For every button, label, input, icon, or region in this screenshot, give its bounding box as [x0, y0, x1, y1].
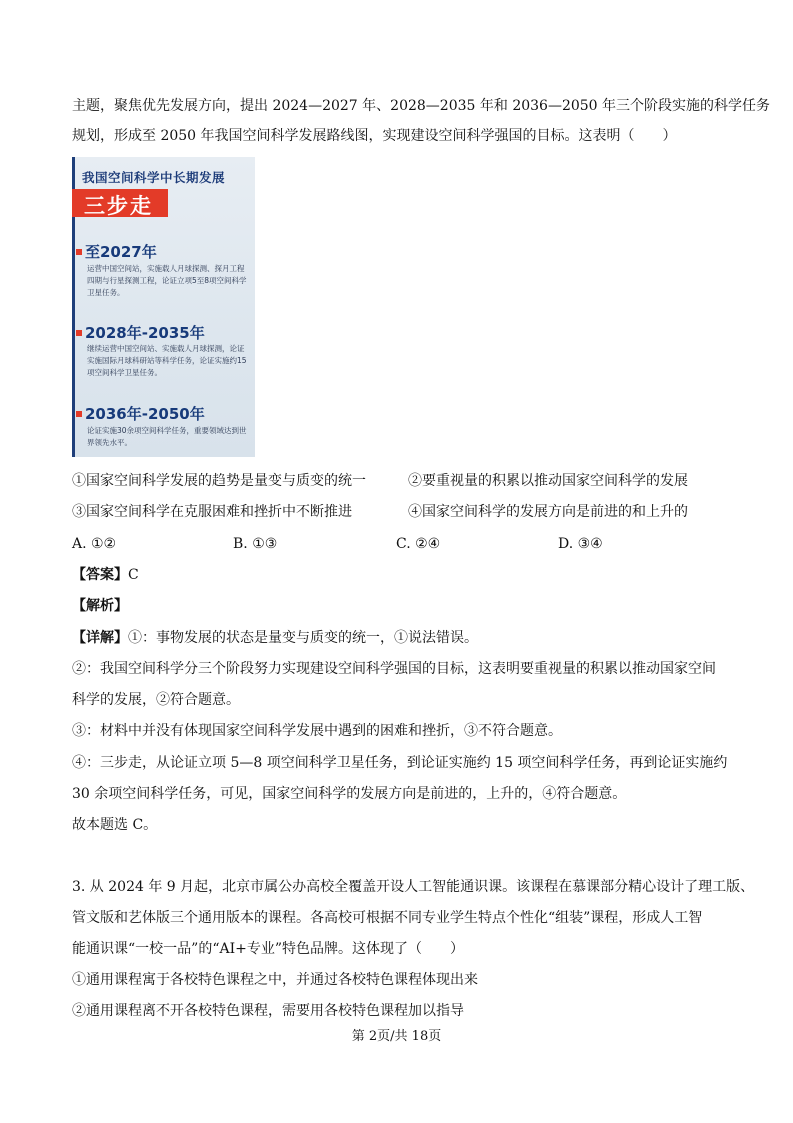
q3-statement-1: ①通用课程寓于各校特色课程之中，并通过各校特色课程体现出来 — [72, 972, 478, 988]
detail-1: ①：事物发展的状态是量变与质变的统一，①说法错误。 — [128, 630, 478, 646]
roadmap-infographic — [72, 157, 255, 457]
analysis-tag: 【解析】 — [72, 598, 128, 614]
statement-4: ④国家空间科学的发展方向是前进的和上升的 — [408, 504, 688, 520]
statement-3: ③国家空间科学在克服困难和挫折中不断推进 — [72, 504, 352, 520]
stage-marker — [76, 249, 82, 255]
stage-2-desc: 继续运营中国空间站、实施载人月球探测，论证实施国际月球科研站等科学任务，论证实施约15项空间科学卫星任务。 — [87, 344, 247, 377]
answer-row — [72, 565, 139, 585]
stage-marker — [76, 330, 82, 336]
banner-text: 三步走 — [84, 194, 153, 218]
infographic-banner — [72, 189, 168, 217]
stage-3-year: 2036年-2050年 — [85, 405, 205, 423]
conclusion: 故本题选 C。 — [72, 817, 158, 833]
q3-line-2: 管文版和艺体版三个通用版本的课程。各高校可根据不同专业学生特点个性化“组装”课程，形成人工智 — [72, 910, 703, 926]
answer-tag: 【答案】 — [72, 567, 128, 583]
stage-2-year: 2028年-2035年 — [85, 324, 205, 342]
page-number: 第 2页/共 18页 — [351, 1029, 442, 1044]
choice-a: A. ①② — [72, 536, 117, 552]
detail-2b: 科学的发展，②符合题意。 — [72, 692, 240, 708]
detail-2a: ②：我国空间科学分三个阶段努力实现建设空间科学强国的目标，这表明要重视量的积累以推动国家空间 — [72, 661, 716, 677]
statement-1: ①国家空间科学发展的趋势是量变与质变的统一 — [72, 473, 366, 489]
stage-3-desc: 论证实施30余项空间科学任务，重要领域达到世界领先水平。 — [87, 426, 247, 447]
q3-line-3: 能通识课“一校一品”的“AI+专业”特色品牌。这体现了（ ） — [72, 941, 464, 957]
intro-line-1: 主题，聚焦优先发展方向，提出 2024—2027 年、2028—2035 年和 2036—2050 年三个阶段实施的科学任务 — [72, 98, 771, 114]
detail-row-1 — [72, 628, 478, 648]
detail-tag: 【详解】 — [72, 630, 128, 646]
answer-value: C — [128, 567, 139, 583]
analysis-row — [72, 596, 128, 616]
stage-1-desc: 运营中国空间站，实施载人月球探测、探月工程四期与行星探测工程，论证立项5至8项空间科学卫星任务。 — [87, 264, 247, 297]
stage-1-year: 至2027年 — [85, 243, 157, 261]
choice-b: B. ①③ — [233, 536, 278, 552]
infographic-title: 我国空间科学中长期发展 — [82, 170, 226, 185]
q3-statement-2: ②通用课程离不开各校特色课程，需要用各校特色课程加以指导 — [72, 1003, 464, 1019]
choice-d: D. ③④ — [558, 536, 603, 552]
statement-2: ②要重视量的积累以推动国家空间科学的发展 — [408, 473, 688, 489]
detail-4b: 30 余项空间科学任务，可见，国家空间科学的发展方向是前进的，上升的，④符合题意。 — [72, 786, 627, 802]
intro-line-2: 规划，形成至 2050 年我国空间科学发展路线图，实现建设空间科学强国的目标。这表明（ ） — [72, 128, 677, 144]
detail-3: ③：材料中并没有体现国家空间科学发展中遇到的困难和挫折，③不符合题意。 — [72, 723, 562, 739]
choice-c: C. ②④ — [396, 536, 441, 552]
q3-line-1: 3. 从 2024 年 9 月起，北京市属公办高校全覆盖开设人工智能通识课。该课程在慕课部分精心设计了理工版、 — [72, 879, 755, 895]
stage-marker — [76, 411, 82, 417]
detail-4a: ④：三步走，从论证立项 5—8 项空间科学卫星任务，到论证实施约 15 项空间科学任务，再到论证实施约 — [72, 755, 728, 771]
